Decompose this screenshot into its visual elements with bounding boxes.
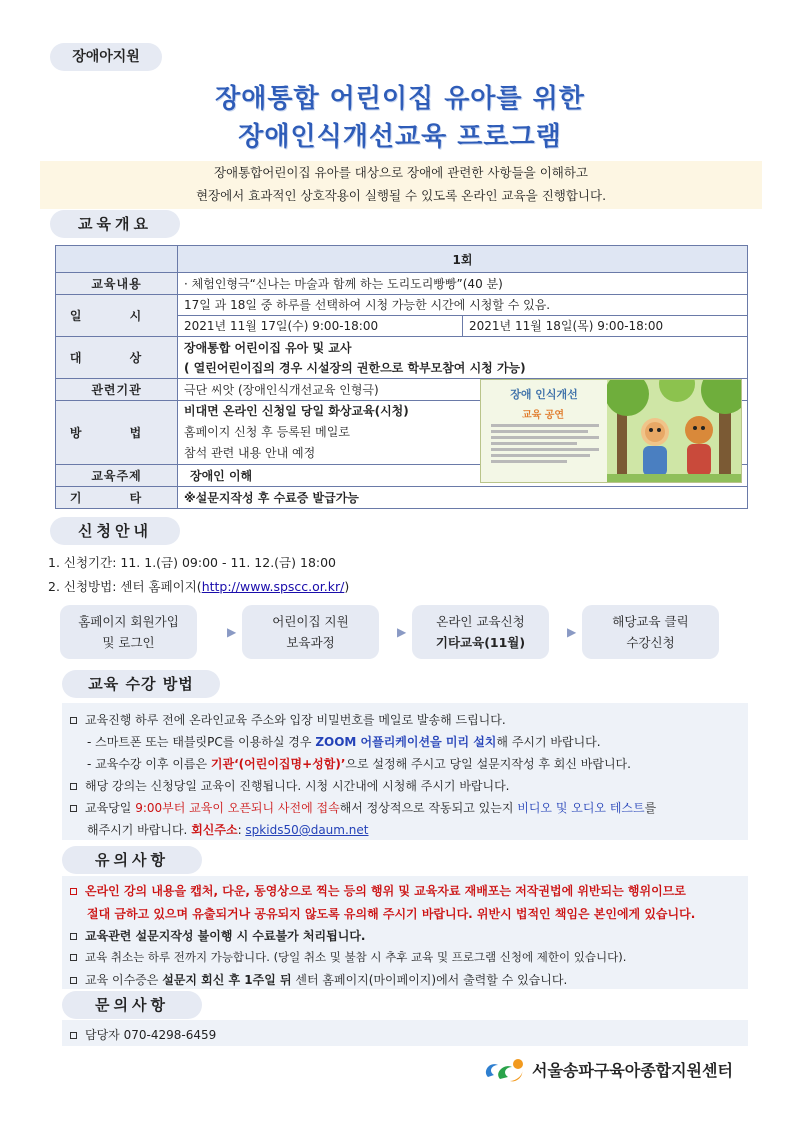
checkbox-square-icon [70,977,77,984]
arrow-right-icon: ▶ [567,625,577,639]
inquiry-contact: 담당자 070-4298-6459 [62,1026,216,1043]
flow-step-2-line1: 어린이집 지원 [272,614,349,629]
row-value-content: · 체험인형극“신나는 마술과 함께 하는 도리도리빵빵”(40 분) [178,273,748,295]
inquiry-box [62,1020,748,1046]
checkbox-square-icon [70,783,77,790]
application-flow [60,605,720,659]
application-period [48,553,336,571]
session-header: 1회 [178,246,748,273]
target-line1: 장애통합 어린이집 유아 및 교사 [184,340,352,355]
period-value: 11. 1.(금) 09:00 - 11. 12.(금) 18:00 [120,555,337,570]
how-to-subitem: - 스마트폰 또는 태블릿PC를 이용하실 경우 ZOOM 어플리케이션을 미리 설치해 주시기 바랍니다. [87,735,601,749]
schedule-date-1: 2021년 11월 17일(수) 9:00-18:00 [178,316,463,336]
section-heading-inquiry: 문의사항 [62,991,202,1019]
section-heading-notes: 유의사항 [62,846,202,874]
flow-step-4-line1: 해당교육 클릭 [612,614,689,629]
flow-step-1-line2: 및 로그인 [102,635,155,650]
how-to-item: 교육당일 9:00부터 교육이 오픈되니 사전에 접속해서 정상적으로 작동되고 있는지 비디오 및 오디오 테스트를 [62,799,656,816]
row-label-target: 대 상 [69,351,164,365]
arrow-right-icon: ▶ [227,625,237,639]
center-logo-icon [480,1055,528,1085]
footer-logo [480,1055,760,1085]
header-empty-cell [56,246,178,273]
category-badge: 장애아지원 [50,43,162,71]
method-label: 2. 신청방법: 센터 홈페이지( [48,579,202,594]
application-method [48,577,349,595]
intro-line2: 현장에서 효과적인 상호작용이 실행될 수 있도록 온라인 교육을 진행합니다. [195,188,607,203]
checkbox-square-icon [70,1032,77,1039]
row-value-etc: ※설문지작성 후 수료증 발급가능 [178,487,748,509]
flow-step-1 [60,605,197,659]
schedule-note: 17일 과 18일 중 하루를 선택하여 시청 가능한 시간에 시청할 수 있음. [178,295,747,316]
checkbox-square-icon [70,717,77,724]
notes-subitem: 절대 금하고 있으며 유출되거나 공유되지 않도록 유의해 주시기 바랍니다. 위반시 법적인 책임은 본인에게 있습니다. [87,907,696,921]
flow-step-3-line1: 온라인 교육신청 [436,614,525,629]
poster-body-text [491,424,599,478]
arrow-right-icon: ▶ [397,625,407,639]
row-value-theme: 장애인 이해 [178,465,748,487]
method-line1: 비대면 온라인 신청일 당일 화상교육(시청) [184,404,409,418]
flow-step-2 [242,605,379,659]
flow-step-1-line1: 홈페이지 회원가입 [78,614,179,629]
reply-email-link[interactable]: spkids50@daum.net [245,823,369,837]
section-heading-overview: 교육개요 [50,210,180,238]
checkbox-square-icon [70,888,77,895]
intro-line1: 장애통합어린이집 유아를 대상으로 장애에 관련한 사항들을 이해하고 [213,165,589,180]
row-label-theme: 교육주제 [56,465,178,487]
section-heading-application: 신청안내 [50,517,180,545]
flow-step-2-line2: 보육과정 [286,635,335,650]
page-title-line2: 장애인식개선교육 프로그램 [238,122,562,152]
row-label-etc: 기 타 [69,491,164,505]
flow-step-3-line2: 기타교육(11월) [435,635,526,650]
notes-item: 교육 이수증은 설문지 회신 후 1주일 뒤 센터 홈페이지(마이페이지)에서 출력할 수 있습니다. [62,971,567,988]
poster-subtitle: 교육 공연 [521,410,565,421]
method-end: ) [344,579,350,594]
flow-step-4 [582,605,719,659]
homepage-link[interactable]: http://www.spscc.or.kr/ [201,579,345,594]
center-name: 서울송파구육아종합지원센터 [532,1061,733,1080]
notes-item: 교육 취소는 하루 전까지 가능합니다. (당일 취소 및 불참 시 추후 교육 및 프로그램 신청에 제한이 있습니다). [62,949,626,965]
intro-banner [40,161,762,209]
flow-step-4-line2: 수강신청 [626,635,675,650]
how-to-box [62,703,748,840]
method-line2: 홈페이지 신청 후 등록된 메일로 [184,425,350,439]
row-label-method: 방 법 [69,426,164,440]
notes-box [62,876,748,989]
poster-title: 장애 인식개선 [510,388,578,401]
puppet-illustration [607,380,742,483]
notes-item: 교육관련 설문지작성 불이행 시 수료불가 처리됩니다. [62,927,365,944]
schedule-date-2: 2021년 11월 18일(목) 9:00-18:00 [469,319,664,333]
row-label-content: 교육내용 [56,273,178,295]
row-value-org: 극단 씨앗 (장애인식개선교육 인형극) [178,379,748,401]
checkbox-square-icon [70,954,77,961]
performance-poster-image [480,379,742,483]
row-label-schedule: 일 시 [69,309,164,323]
method-line3: 참석 관련 내용 안내 예정 [184,446,316,460]
flow-step-3 [412,605,549,659]
checkbox-square-icon [70,933,77,940]
how-to-subitem: - 교육수강 이후 이름은 기관‘(어린이집명+성함)’으로 설정해 주시고 당일 설문지작성 후 회신 바랍니다. [87,757,631,771]
how-to-item: 해당 강의는 신청당일 교육이 진행됩니다. 시청 시간내에 시청해 주시기 바랍니다. [62,777,510,794]
checkbox-square-icon [70,805,77,812]
notes-item: 온라인 강의 내용을 캡처, 다운, 동영상으로 찍는 등의 행위 및 교육자료 재배포는 저작권법에 위반되는 행위이므로 [62,882,686,899]
period-label: 1. 신청기간: [48,555,121,570]
page-title-line1: 장애통합 어린이집 유아를 위한 [215,84,585,114]
target-line2: ( 열린어린이집의 경우 시설장의 권한으로 학부모참여 시청 가능) [184,360,526,375]
section-heading-how-to: 교육 수강 방법 [62,670,220,698]
how-to-item: 교육진행 하루 전에 온라인교육 주소와 입장 비밀번호를 메일로 발송해 드립니다. [62,711,506,728]
how-to-subitem: 해주시기 바랍니다. 회신주소: spkids50@daum.net [87,823,369,837]
row-label-org: 관련기관 [56,379,178,401]
